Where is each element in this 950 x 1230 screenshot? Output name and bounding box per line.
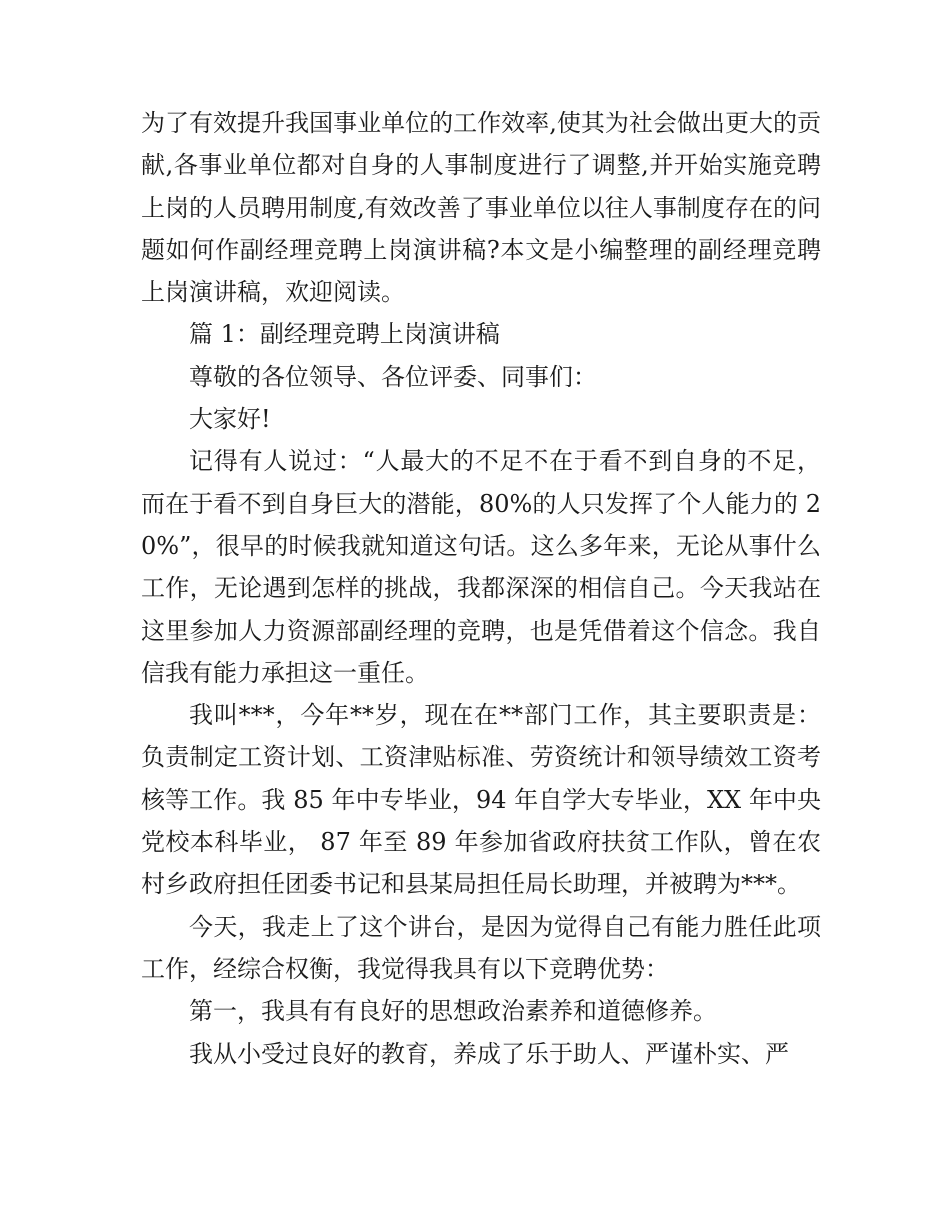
section-heading: 篇 1：副经理竞聘上岗演讲稿 — [189, 320, 500, 349]
intro-paragraph: 为了有效提升我国事业单位的工作效率,使其为社会做出更大的贡献,各事业单位都对自身的人事制度进行了调整,并开始实施竞聘上岗的人员聘用制度,有效改善了事业单位以往人事制度存在的问题如何作副经理竞聘上岗演讲稿?本文是小编整理的副经理竞聘上岗演讲稿，欢迎阅读。 — [141, 109, 821, 307]
body-paragraph-background: 我叫***，今年**岁，现在在**部门工作，其主要职责是：负责制定工资计划、工资津贴标准、劳资统计和领导绩效工资考核等工作。我 85 年中专毕业，94 年自学大专毕业，XX 年中央党校本科毕业， 87 年至 89 年参加省政府扶贫工作队，曾在农村乡政府担任团委书记和县某局担任局长助理，并被聘为***。 — [141, 701, 821, 899]
body-paragraph-education: 我从小受过良好的教育，养成了乐于助人、严谨朴实、严 — [189, 1039, 789, 1068]
salutation: 尊敬的各位领导、各位评委、同事们： — [189, 362, 597, 391]
document-body — [141, 102, 821, 1075]
greeting: 大家好! — [189, 405, 271, 434]
body-paragraph-quote: 记得有人说过：“人最大的不足不在于看不到自身的不足，而在于看不到自身巨大的潜能，80%的人只发挥了个人能力的 20%”，很早的时候我就知道这句话。这么多年来，无论从事什么工作，无论遇到怎样的挑战，我都深深的相信自己。今天我站在这里参加人力资源部副经理的竞聘，也是凭借着这个信念。我自信我有能力承担这一重任。 — [141, 447, 821, 687]
point-one-heading: 第一，我具有有良好的思想政治素养和道德修养。 — [189, 997, 717, 1026]
body-paragraph-advantages: 今天，我走上了这个讲台，是因为觉得自己有能力胜任此项工作，经综合权衡，我觉得我具有以下竞聘优势： — [141, 912, 821, 983]
